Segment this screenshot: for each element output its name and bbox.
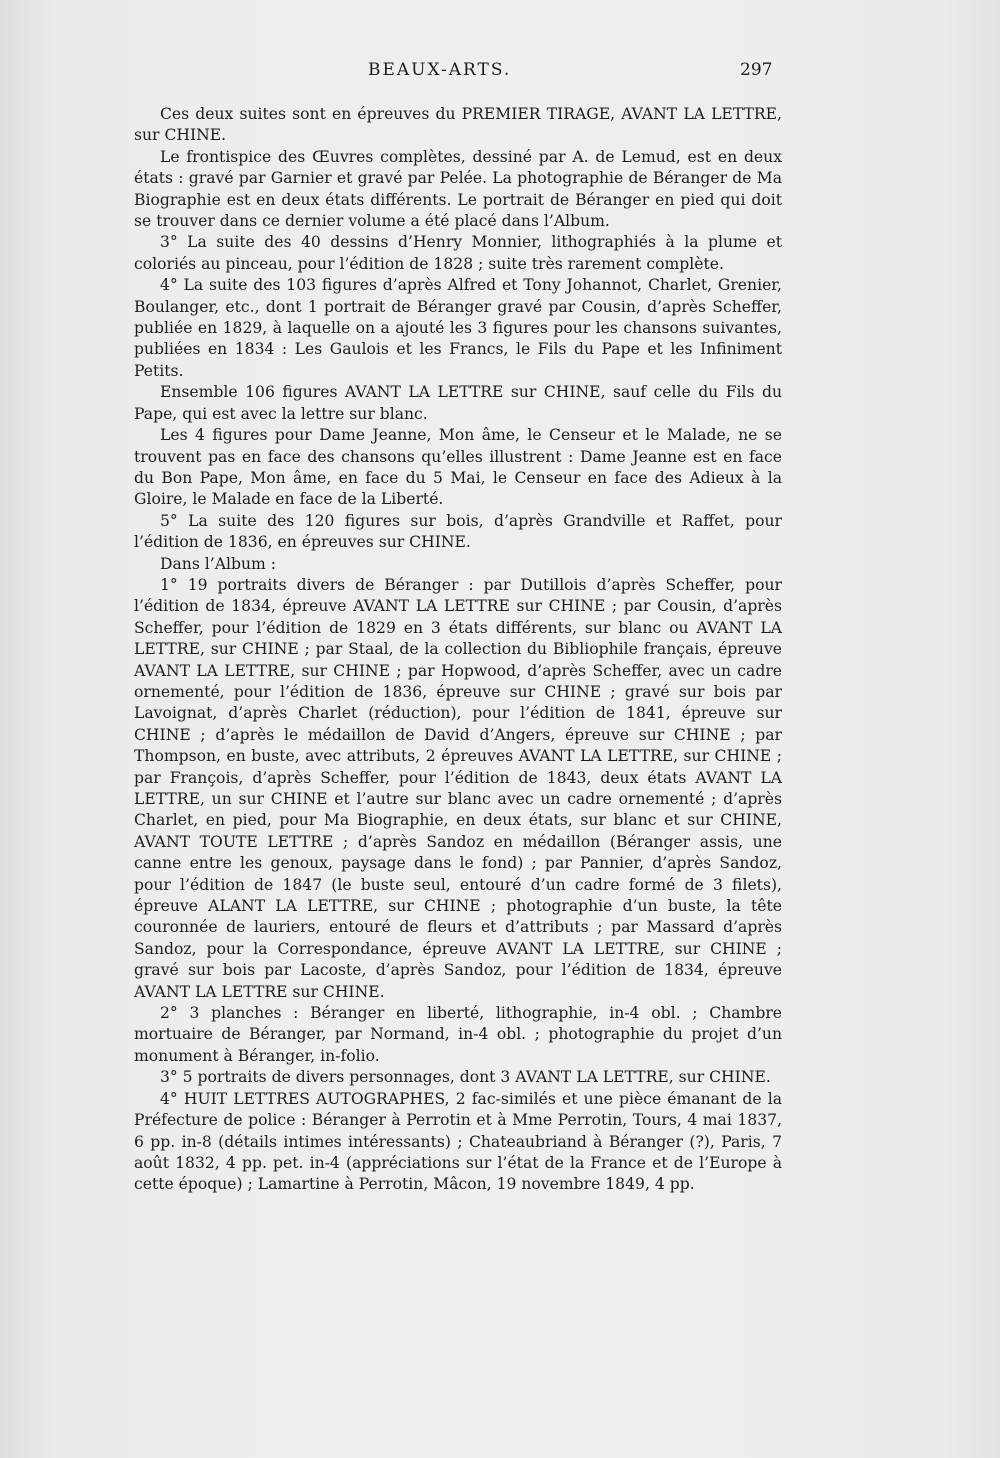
paragraph: Les 4 figures pour Dame Jeanne, Mon âme, le Censeur et le Malade, ne se trouvent pas en face des chansons qu’elles illustrent : Dame Jeanne est en face du Bon Pape, Mon âme, en face du 5 Mai, le Censeur en face des Adieux à la Gloire, le Malade en face de la Liberté. <box>134 426 782 509</box>
paragraph: 4° La suite des 103 figures d’après Alfred et Tony Johannot, Charlet, Grenier, Boulanger, etc., dont 1 portrait de Béranger gravé par Cousin, d’après Scheffer, publiée en 1829, à laquelle on a ajouté les 3 figures pour les chansons suivantes, publiées en 1834 : Les Gaulois et les Francs, le Fils du Pape et les Infiniment Petits. <box>134 276 782 380</box>
paragraph: 3° La suite des 40 dessins d’Henry Monnier, lithographiés à la plume et coloriés au pinceau, pour l’édition de 1828 ; suite très rarement complète. <box>134 233 782 273</box>
paragraph: Dans l’Album : <box>160 554 277 573</box>
running-title: BEAUX-ARTS. <box>368 60 512 80</box>
paragraph: 4° HUIT LETTRES AUTOGRAPHES, 2 fac-similés et une pièce émanant de la Préfecture de police : Béranger à Perrotin et à Mme Perrotin, Tours, 4 mai 1837, 6 pp. in-8 (détails intimes intéressants) ; Chateaubriand à Béranger (?), Paris, 7 août 1832, 4 pp. pet. in-4 (appréciations sur l’état de la France et de l’Europe à cette époque) ; Lamartine à Perrotin, Mâcon, 19 novembre 1849, 4 pp. <box>134 1089 782 1194</box>
running-head <box>0 60 1000 84</box>
body-text <box>134 104 782 1196</box>
paragraph: 5° La suite des 120 figures sur bois, d’après Grandville et Raffet, pour l’édition de 1836, en épreuves sur CHINE. <box>134 511 782 552</box>
paragraph: 3° 5 portraits de divers personnages, dont 3 AVANT LA LETTRE, sur CHINE. <box>160 1068 771 1087</box>
paragraph: Le frontispice des Œuvres complètes, dessiné par A. de Lemud, est en deux états : gravé par Garnier et gravé par Pelée. La photographie de Béranger de Ma Biographie est en deux états différents. Le portrait de Béranger en pied qui doit se trouver dans ce dernier volume a été placé dans l’Album. <box>134 147 782 231</box>
paragraph: Ensemble 106 figures AVANT LA LETTRE sur CHINE, sauf celle du Fils du Pape, qui est avec la lettre sur blanc. <box>134 383 782 423</box>
page-number: 297 <box>740 60 773 80</box>
paragraph: 2° 3 planches : Béranger en liberté, lithographie, in-4 obl. ; Chambre mortuaire de Béranger, par Normand, in-4 obl. ; photographie du projet d’un monument à Béranger, in-folio. <box>134 1004 782 1065</box>
paragraph: Ces deux suites sont en épreuves du PREMIER TIRAGE, AVANT LA LETTRE, sur CHINE. <box>134 105 782 145</box>
paragraph: 1° 19 portraits divers de Béranger : par Dutillois d’après Scheffer, pour l’édition de 1834, épreuve AVANT LA LETTRE sur CHINE ; par Cousin, d’après Scheffer, pour l’édition de 1829 en 3 états différents, sur blanc ou AVANT LA LETTRE, sur CHINE ; par Staal, de la collection du Bibliophile français, épreuve AVANT LA LETTRE, sur CHINE ; par Hopwood, d’après Scheffer, avec un cadre ornementé, pour l’édition de 1836, épreuve sur CHINE ; gravé sur bois par Lavoignat, d’après Charlet (réduction), pour l’édition de 1841, épreuve sur CHINE ; d’après le médaillon de David d’Angers, épreuve sur CHINE ; par Thompson, en buste, avec attributs, 2 épreuves AVANT LA LETTRE, sur CHINE ; par François, d’après Scheffer, pour l’édition de 1843, deux états AVANT LA LETTRE, un sur CHINE et l’autre sur blanc avec un cadre ornementé ; d’après Charlet, en pied, pour Ma Biographie, en deux états, sur blanc et sur CHINE, AVANT TOUTE LETTRE ; d’après Sandoz en médaillon (Béranger assis, une canne entre les genoux, paysage dans le fond) ; par Pannier, d’après Sandoz, pour l’édition de 1847 (le buste seul, entouré d’un cadre formé de 3 filets), épreuve ALANT LA LETTRE, sur CHINE ; photographie d’un buste, la tête couronnée de lauriers, entouré de fleurs et d’attributs ; par Massard d’après Sandoz, pour la Correspondance, épreuve AVANT LA LETTRE, sur CHINE ; gravé sur bois par Lacoste, d’après Sandoz, pour l’édition de 1834, épreuve AVANT LA LETTRE sur CHINE. <box>134 575 782 1001</box>
